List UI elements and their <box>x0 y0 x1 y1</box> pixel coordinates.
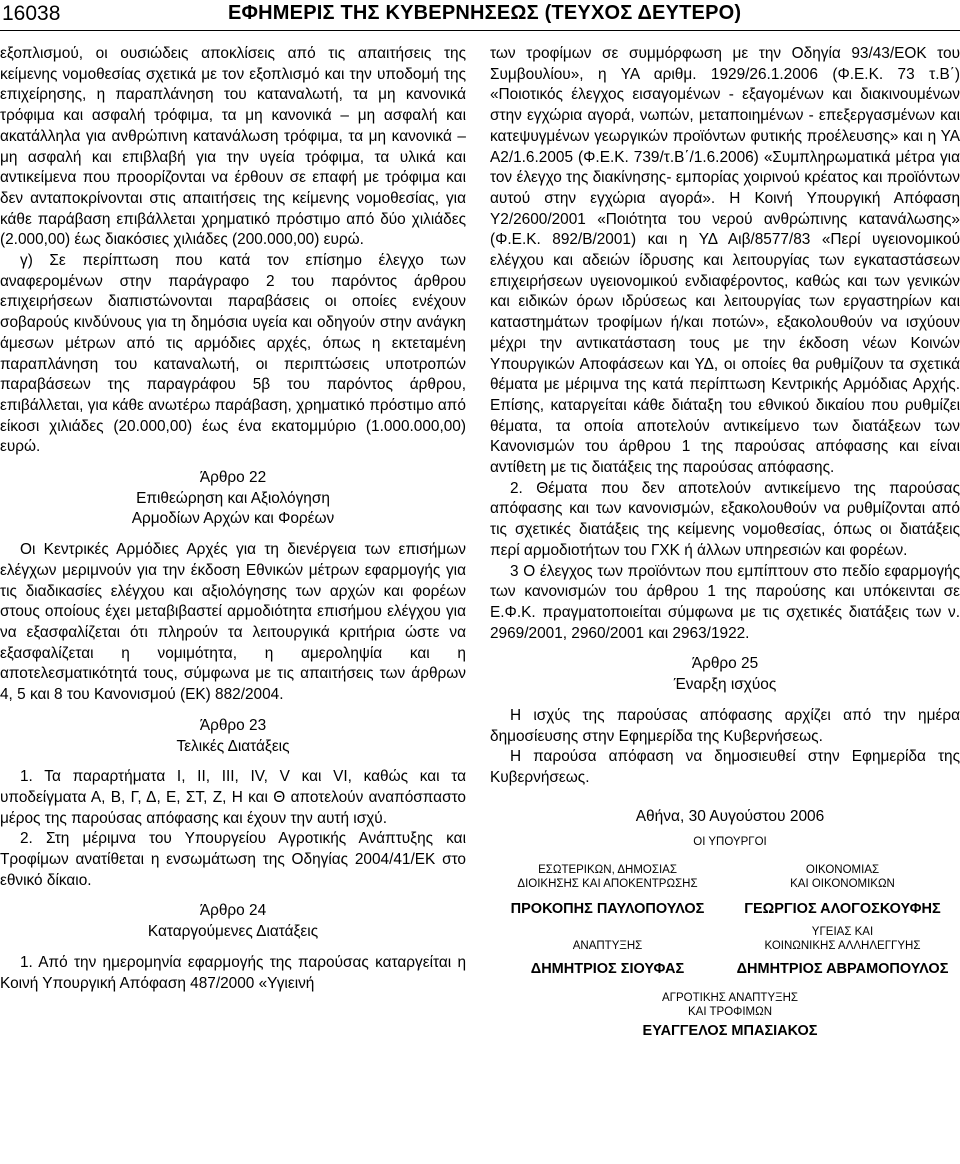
article-title: Επιθεώρηση και Αξιολόγηση <box>136 489 330 507</box>
paragraph: των τροφίμων σε συμμόρφωση με την Οδηγία 93/43/ΕΟΚ του Συμβουλίου», η ΥΑ αριθμ. 1929/26.1.2006 (Φ.Ε.Κ. 73 τ.Β΄) «Ποιοτικός έλεγχος εισαγομένων - εξαγομένων και διακινουμένων στην εγχώρια αγορά, νωπών, μεταποιημένων - επεξεργασμένων και κατεψυγμένων γεωργικών προϊόντων φυτικής προέλευσης» και η ΥΑ Α2/1.6.2005 (Φ.Ε.Κ. 739/τ.Β΄/1.6.2006) «Συμπληρωματικά μέτρα για τον έλεγχο της διακίνησης- εμπορίας χοιρινού κρέατος και προϊόντων αυτού στην εγχώρια αγορά». Η Κοινή Υπουργική Απόφαση Υ2/2600/2001 «Ποιότητα του νερού ανθρώπινης κατανάλωσης» (Φ.Ε.Κ. 892/Β/2001) και η ΥΔ Αιβ/8577/83 «Περί υγειονομικού ελέγχου και αδειών ίδρυσης και λειτουργίας των εγκαταστάσεων επιχειρήσεων υγειονομικού ενδιαφέροντος, καθώς και των γενικών και ειδικών όρων ιδρύσεως και λειτουργίας των εργαστηρίων και καταστημάτων τροφίμων ή/και ποτών», εξακολουθούν να ισχύουν μέχρι την αντικατάσταση τους με την έκδοση νέων Κοινών Υπουργικών Αποφάσεων και ΥΔ, οι οποίες θα ρυθμίζουν τα σχετικά θέματα με μέριμνα της κατά περίπτωση Κεντρικής Αρμόδιας Αρχής. Επίσης, καταργείται κάθε διάταξη του εθνικού δικαίου που ρυθμίζει θέματα, τα οποία αποτελούν αντικείμενο των διατάξεων των Κανονισμών του άρθρου 1 της παρούσας απόφασης και είναι αντίθετη με τις διατάξεις της παρούσας απόφασης. <box>490 45 960 477</box>
page-number: 16038 <box>2 2 61 25</box>
minister-signature <box>490 857 725 919</box>
article-number: Άρθρο 25 <box>691 655 759 673</box>
paragraph: γ) Σε περίπτωση που κατά τον επίσημο έλεγχο των αναφερομένων στην παράγραφο 2 του παρόντος άρθρου επιχειρήσεων διαπιστώνονται παραβάσεις οι οποίες ενέχουν σοβαρούς κινδύνους για τη δημόσια υγεία και οδηγούν στην ανάγκη άμεσων μέτρων από τις αρμόδιες αρχές, όπως η εκτεταμένη παραπλάνηση του καταναλωτή, οι περιπτώσεις υποτροπών παραβάσεων της παραγράφου 5β του παρόντος άρθρου, επιβάλλεται, για κάθε ανωτέρω παράβαση, χρηματικό πρόστιμο από είκοσι χιλιάδες (20.000,00) έως ένα εκατομμύριο (1.000.000,00) ευρώ. <box>0 252 466 456</box>
minister-name: ΓΕΩΡΓΙΟΣ ΑΛΟΓΟΣΚΟΥΦΗΣ <box>744 901 941 918</box>
paragraph: 2. Θέματα που δεν αποτελούν αντικείμενο της παρούσας απόφασης και των κανονισμών, εξακολουθούν να ρυθμίζονται από τις σχετικές διατάξεις της κείμενης νομοθεσίας, όπως οι διατάξεις περί αρμοδιοτήτων του ΓΧΚ ή άλλων υπηρεσιών και φορέων. <box>490 479 960 559</box>
article-title: Καταργούμενες Διατάξεις <box>147 923 319 941</box>
minister-title: ΥΓΕΙΑΣ ΚΑΙ <box>811 926 874 939</box>
minister-title: ΚΑΙ ΤΡΟΦΙΜΩΝ <box>687 1006 772 1019</box>
paragraph: 3 Ο έλεγχος των προϊόντων που εμπίπτουν στο πεδίο εφαρμογής των κανονισμών του άρθρου 1 της παρούσης και υπόκεινται σε Ε.Φ.Κ. πραγματοποιείται σύμφωνα με τις σχετικές διατάξεις των ν. 2969/2001, 2960/2001 και 2963/1922. <box>490 562 960 642</box>
minister-name: ΔΗΜΗΤΡΙΟΣ ΑΒΡΑΜΟΠΟΥΛΟΣ <box>736 961 949 978</box>
minister-title: ΔΙΟΙΚΗΣΗΣ ΚΑΙ ΑΠΟΚΕΝΤΡΩΣΗΣ <box>517 878 698 891</box>
page-header <box>0 0 960 30</box>
signature-date: Αθήνα, 30 Αυγούστου 2006 <box>635 807 825 825</box>
paragraph: Η ισχύς της παρούσας απόφασης αρχίζει από την ημέρα δημοσίευσης στην Εφημερίδα της Κυβερνήσεως. <box>490 706 960 745</box>
paragraph: 1. Τα παραρτήματα Ι, ΙΙ, ΙΙΙ, ΙV, V και VI, καθώς και τα υποδείγματα Α, Β, Γ, Δ, Ε, ΣΤ, Ζ, Η και Θ αποτελούν αναπόσπαστο μέρος της παρούσας απόφασης και έχουν την αυτή ισχύ. <box>0 768 466 827</box>
article-number: Άρθρο 23 <box>199 716 267 734</box>
paragraph: Οι Κεντρικές Αρμόδιες Αρχές για τη διενέργεια των επισήμων ελέγχων μεριμνούν για την έκδοση Εθνικών μέτρων εφαρμογής για τις διαδικασίες ελέγχου και αξιολόγησης των αρχών και φορέων στους οποίους έχει μεταβιβαστεί αρμοδιότητα επισήμου ελέγχου για να εξασφαλίζεται ότι πληρούν τα λειτουργικά κριτήρια ώστε να εξασφαλίζεται η νομιμότητα, η αμεροληψία και η αποτελεσματικότητά τους, σύμφωνα με τις απαιτήσεις των άρθρων 4, 5 και 8 του Κανονισμού (ΕΚ) 882/2004. <box>0 541 466 704</box>
left-column <box>0 44 466 994</box>
minister-signature <box>490 925 725 979</box>
paragraph: 1. Από την ημερομηνία εφαρμογής της παρούσας καταργείται η Κοινή Υπουργική Απόφαση 487/2000 «Υγιεινή <box>0 953 466 992</box>
header-rule <box>0 30 960 31</box>
gazette-title: ΕΦΗΜΕΡΙΣ ΤΗΣ ΚΥΒΕΡΝΗΣΕΩΣ (ΤΕΥΧΟΣ ΔΕΥΤΕΡΟ) <box>228 2 742 24</box>
right-column <box>490 44 960 1041</box>
minister-name: ΕΥΑΓΓΕΛΟΣ ΜΠΑΣΙΑΚΟΣ <box>642 1023 818 1040</box>
minister-signature <box>490 991 960 1041</box>
minister-title: ΕΣΩΤΕΡΙΚΩΝ, ΔΗΜΟΣΙΑΣ <box>538 864 677 877</box>
minister-name: ΠΡΟΚΟΠΗΣ ΠΑΥΛΟΠΟΥΛΟΣ <box>510 901 705 918</box>
paragraph: Η παρούσα απόφαση να δημοσιευθεί στην Εφημερίδα της Κυβερνήσεως. <box>490 748 960 786</box>
minister-title: ΑΝΑΠΤΥΞΗΣ <box>572 940 643 953</box>
article-title: Τελικές Διατάξεις <box>176 737 290 755</box>
minister-title: ΟΙΚΟΝΟΜΙΑΣ <box>805 864 880 877</box>
minister-title: ΚΟΙΝΩΝΙΚΗΣ ΑΛΛΗΛΕΓΓΥΗΣ <box>764 940 921 953</box>
article-title: Έναρξη ισχύος <box>673 676 777 694</box>
minister-title: ΑΓΡΟΤΙΚΗΣ ΑΝΑΠΤΥΞΗΣ <box>661 992 799 1005</box>
ministers-heading: ΟΙ ΥΠΟΥΡΓΟΙ <box>693 836 767 849</box>
minister-signature <box>725 925 960 979</box>
paragraph: εξοπλισμού, οι ουσιώδεις αποκλίσεις από τις απαιτήσεις της κείμενης νομοθεσίας σχετικά με τον εξοπλισμό και την υποδομή της επιχείρησης, η παραπλάνηση του καταναλωτή, τα μη κανονικά τρόφιμα και ασφαλή τρόφιμα, τα μη κανονικά – μη ασφαλή και ακατάλληλα για ανθρώπινη κατανάλωση τρόφιμα, τα μη κανονικά – μη ασφαλή και επιβλαβή για την υγεία τρόφιμα, τα υλικά και αντικείμενα που προορίζονται να έρθουν σε επαφή με τρόφιμα και δεν ανταποκρίνονται στις απαιτήσεις της κείμενης νομοθεσίας, για κάθε παράβαση επιβάλλεται χρηματικό πρόστιμο από δύο χιλιάδες (2.000,00) έως διακόσιες χιλιάδες (200.000,00) ευρώ. <box>0 45 466 249</box>
article-number: Άρθρο 22 <box>199 469 267 487</box>
signature-block <box>490 807 960 1042</box>
minister-signature <box>725 857 960 919</box>
minister-title: ΚΑΙ ΟΙΚΟΝΟΜΙΚΩΝ <box>790 878 895 891</box>
minister-name: ΔΗΜΗΤΡΙΟΣ ΣΙΟΥΦΑΣ <box>530 961 685 978</box>
article-title: Αρμοδίων Αρχών και Φορέων <box>131 510 335 528</box>
paragraph: 2. Στη μέριμνα του Υπουργείου Αγροτικής Ανάπτυξης και Τροφίμων ανατίθεται η ενσωμάτωση της Οδηγίας 2004/41/ΕΚ στο εθνικό δίκαιο. <box>0 830 466 889</box>
article-number: Άρθρο 24 <box>199 902 267 920</box>
